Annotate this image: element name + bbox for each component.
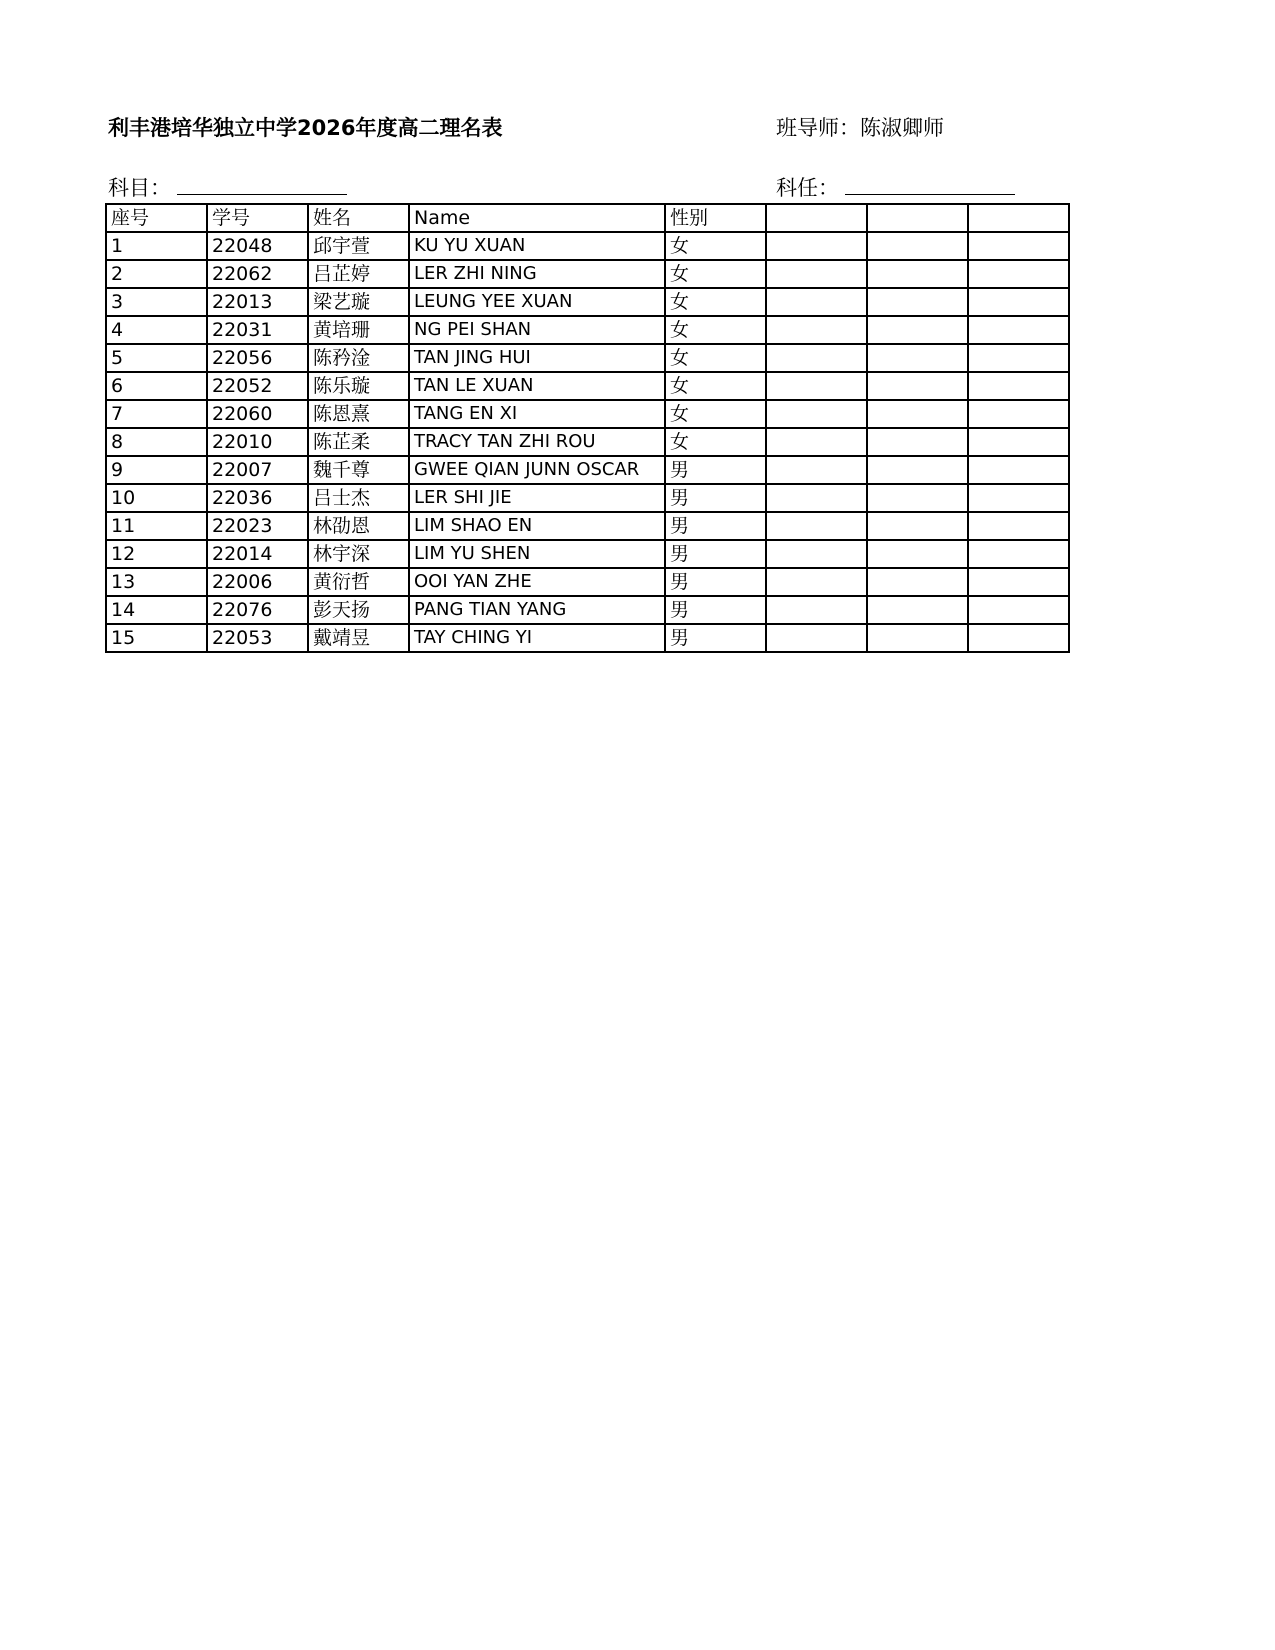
- column-header-blank: [968, 204, 1069, 232]
- instructor-label: 科任：: [776, 176, 839, 200]
- table-row: [106, 260, 1069, 288]
- blank-cell: [867, 344, 968, 372]
- student-id-cell: 22031: [207, 316, 308, 344]
- blank-cell: [766, 400, 867, 428]
- blank-cell: [867, 288, 968, 316]
- blank-cell: [968, 316, 1069, 344]
- blank-cell: [766, 624, 867, 652]
- student-roster-table: [105, 203, 1070, 653]
- blank-cell: [766, 540, 867, 568]
- english-name-cell: LER ZHI NING: [409, 260, 665, 288]
- table-row: [106, 624, 1069, 652]
- subject-blank-line: [177, 174, 347, 195]
- blank-cell: [968, 568, 1069, 596]
- seat-number-cell: 1: [106, 232, 207, 260]
- english-name-cell: NG PEI SHAN: [409, 316, 665, 344]
- english-name-cell: TAY CHING YI: [409, 624, 665, 652]
- student-id-cell: 22013: [207, 288, 308, 316]
- column-header-seat: 座号: [106, 204, 207, 232]
- table-row: [106, 428, 1069, 456]
- table-row: [106, 540, 1069, 568]
- blank-cell: [766, 568, 867, 596]
- column-header-name: Name: [409, 204, 665, 232]
- gender-cell: 女: [665, 288, 766, 316]
- student-id-cell: 22007: [207, 456, 308, 484]
- english-name-cell: LER SHI JIE: [409, 484, 665, 512]
- table-row: [106, 400, 1069, 428]
- gender-cell: 女: [665, 260, 766, 288]
- seat-number-cell: 13: [106, 568, 207, 596]
- chinese-name-cell: 陈芷柔: [308, 428, 409, 456]
- gender-cell: 女: [665, 316, 766, 344]
- gender-cell: 女: [665, 232, 766, 260]
- blank-cell: [867, 596, 968, 624]
- chinese-name-cell: 黄衍哲: [308, 568, 409, 596]
- chinese-name-cell: 吕士杰: [308, 484, 409, 512]
- blank-cell: [766, 260, 867, 288]
- table-row: [106, 232, 1069, 260]
- gender-cell: 男: [665, 568, 766, 596]
- table-row: [106, 316, 1069, 344]
- seat-number-cell: 7: [106, 400, 207, 428]
- chinese-name-cell: 戴靖昱: [308, 624, 409, 652]
- gender-cell: 女: [665, 372, 766, 400]
- student-id-cell: 22052: [207, 372, 308, 400]
- seat-number-cell: 8: [106, 428, 207, 456]
- blank-cell: [968, 428, 1069, 456]
- class-teacher-label: 班导师：陈淑卿师: [776, 116, 944, 140]
- gender-cell: 女: [665, 344, 766, 372]
- student-id-cell: 22014: [207, 540, 308, 568]
- blank-cell: [766, 512, 867, 540]
- student-id-cell: 22036: [207, 484, 308, 512]
- blank-cell: [766, 456, 867, 484]
- subject-field: [108, 172, 347, 202]
- blank-cell: [968, 596, 1069, 624]
- table-row: [106, 456, 1069, 484]
- table-row: [106, 288, 1069, 316]
- blank-cell: [867, 540, 968, 568]
- column-header-chinese-name: 姓名: [308, 204, 409, 232]
- blank-cell: [766, 232, 867, 260]
- subject-label: 科目：: [108, 176, 171, 200]
- english-name-cell: TAN LE XUAN: [409, 372, 665, 400]
- seat-number-cell: 3: [106, 288, 207, 316]
- chinese-name-cell: 黄培珊: [308, 316, 409, 344]
- seat-number-cell: 4: [106, 316, 207, 344]
- english-name-cell: PANG TIAN YANG: [409, 596, 665, 624]
- english-name-cell: GWEE QIAN JUNN OSCAR: [409, 456, 665, 484]
- chinese-name-cell: 魏千尊: [308, 456, 409, 484]
- table-row: [106, 512, 1069, 540]
- student-id-cell: 22023: [207, 512, 308, 540]
- student-id-cell: 22010: [207, 428, 308, 456]
- seat-number-cell: 10: [106, 484, 207, 512]
- english-name-cell: OOI YAN ZHE: [409, 568, 665, 596]
- blank-cell: [968, 540, 1069, 568]
- gender-cell: 男: [665, 512, 766, 540]
- seat-number-cell: 11: [106, 512, 207, 540]
- blank-cell: [867, 260, 968, 288]
- chinese-name-cell: 彭天扬: [308, 596, 409, 624]
- blank-cell: [968, 512, 1069, 540]
- blank-cell: [968, 400, 1069, 428]
- blank-cell: [867, 568, 968, 596]
- gender-cell: 男: [665, 456, 766, 484]
- column-header-blank: [867, 204, 968, 232]
- gender-cell: 男: [665, 624, 766, 652]
- blank-cell: [766, 484, 867, 512]
- gender-cell: 男: [665, 540, 766, 568]
- english-name-cell: KU YU XUAN: [409, 232, 665, 260]
- student-id-cell: 22056: [207, 344, 308, 372]
- blank-cell: [867, 512, 968, 540]
- blank-cell: [968, 232, 1069, 260]
- chinese-name-cell: 陈恩熹: [308, 400, 409, 428]
- page-title: 利丰港培华独立中学2026年度高二理名表: [108, 116, 503, 140]
- table-row: [106, 484, 1069, 512]
- student-id-cell: 22060: [207, 400, 308, 428]
- gender-cell: 女: [665, 428, 766, 456]
- chinese-name-cell: 梁艺璇: [308, 288, 409, 316]
- blank-cell: [766, 596, 867, 624]
- student-id-cell: 22048: [207, 232, 308, 260]
- gender-cell: 男: [665, 596, 766, 624]
- blank-cell: [867, 316, 968, 344]
- blank-cell: [867, 624, 968, 652]
- seat-number-cell: 6: [106, 372, 207, 400]
- english-name-cell: TANG EN XI: [409, 400, 665, 428]
- blank-cell: [867, 400, 968, 428]
- blank-cell: [867, 232, 968, 260]
- english-name-cell: TAN JING HUI: [409, 344, 665, 372]
- gender-cell: 女: [665, 400, 766, 428]
- english-name-cell: LEUNG YEE XUAN: [409, 288, 665, 316]
- english-name-cell: LIM YU SHEN: [409, 540, 665, 568]
- blank-cell: [766, 316, 867, 344]
- student-id-cell: 22062: [207, 260, 308, 288]
- blank-cell: [968, 260, 1069, 288]
- table-row: [106, 596, 1069, 624]
- blank-cell: [867, 484, 968, 512]
- chinese-name-cell: 陈乐璇: [308, 372, 409, 400]
- blank-cell: [867, 372, 968, 400]
- blank-cell: [766, 344, 867, 372]
- seat-number-cell: 5: [106, 344, 207, 372]
- chinese-name-cell: 林宇深: [308, 540, 409, 568]
- seat-number-cell: 12: [106, 540, 207, 568]
- chinese-name-cell: 陈矜淦: [308, 344, 409, 372]
- column-header-student-id: 学号: [207, 204, 308, 232]
- instructor-field: [776, 172, 1015, 202]
- english-name-cell: TRACY TAN ZHI ROU: [409, 428, 665, 456]
- blank-cell: [968, 624, 1069, 652]
- seat-number-cell: 14: [106, 596, 207, 624]
- table-row: [106, 372, 1069, 400]
- blank-cell: [968, 344, 1069, 372]
- chinese-name-cell: 邱宇萱: [308, 232, 409, 260]
- english-name-cell: LIM SHAO EN: [409, 512, 665, 540]
- blank-cell: [867, 428, 968, 456]
- table-row: [106, 568, 1069, 596]
- seat-number-cell: 9: [106, 456, 207, 484]
- blank-cell: [766, 428, 867, 456]
- blank-cell: [867, 456, 968, 484]
- student-id-cell: 22053: [207, 624, 308, 652]
- chinese-name-cell: 林劭恩: [308, 512, 409, 540]
- blank-cell: [968, 288, 1069, 316]
- blank-cell: [968, 372, 1069, 400]
- seat-number-cell: 15: [106, 624, 207, 652]
- blank-cell: [766, 288, 867, 316]
- instructor-blank-line: [845, 174, 1015, 195]
- table-row: [106, 344, 1069, 372]
- blank-cell: [968, 484, 1069, 512]
- column-header-gender: 性别: [665, 204, 766, 232]
- chinese-name-cell: 吕芷婷: [308, 260, 409, 288]
- column-header-blank: [766, 204, 867, 232]
- table-header-row: [106, 204, 1069, 232]
- gender-cell: 男: [665, 484, 766, 512]
- student-id-cell: 22076: [207, 596, 308, 624]
- blank-cell: [968, 456, 1069, 484]
- blank-cell: [766, 372, 867, 400]
- student-id-cell: 22006: [207, 568, 308, 596]
- seat-number-cell: 2: [106, 260, 207, 288]
